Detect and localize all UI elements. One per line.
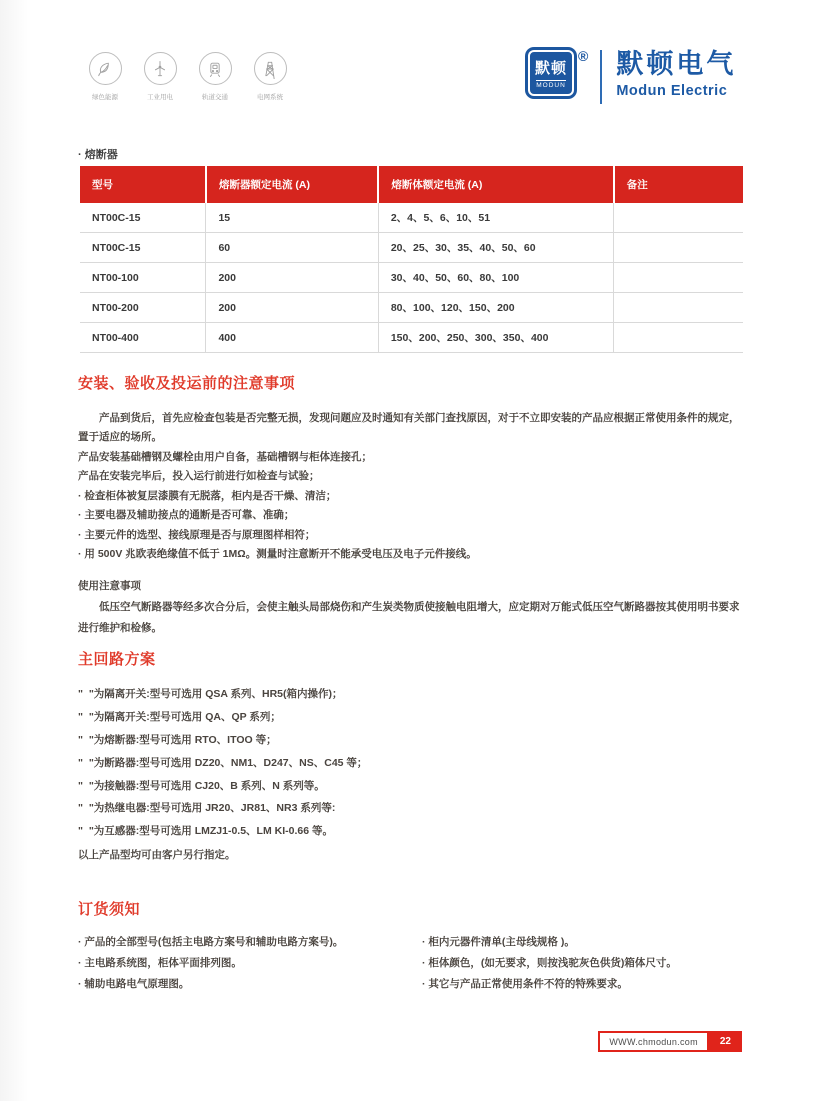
install-bullet: · 检查柜体被复层漆膜有无脱落，柜内是否干燥、清洁； [78,489,337,502]
table-row [80,233,743,263]
cell-remarks [614,293,743,323]
install-paragraph: 产品到货后，首先应检查包装是否完整无损，发现问题应及时通知有关部门查找原因，对于不立即安装的产品应根据正常使用条件的规定，置于适应的场所。 [78,412,740,444]
cell-fuse-current: 400 [206,323,378,353]
order-item: · 辅助电路电气原理图。 [78,978,190,990]
main-circuit-item: " "为断路器:型号可选用 DZ20、NM1、D247、NS、C45 等； [78,756,368,769]
fuse-section-label: · 熔断器 [78,149,118,161]
company-logo [528,50,736,104]
logo-mark-en: MODUN [536,82,566,89]
main-circuit-item: " "为隔离开关:型号可选用 QA、QP 系列； [78,710,281,723]
registered-trademark-symbol: ® [578,48,589,64]
install-line: 产品安装基础槽钢及螺栓由用户自备，基础槽钢与柜体连接孔； [78,450,372,463]
order-item: · 主电路系统图，柜体平面排列图。 [78,957,242,969]
main-circuit-item: " "为热继电器:型号可选用 JR20、JR81、NR3 系列等: [78,802,336,815]
sector-power-grid [249,52,291,101]
col-header-element-current: 熔断体额定电流 (A) [378,166,613,203]
order-item: · 产品的全部型号(包括主电路方案号和辅助电路方案号)。 [78,936,344,948]
cell-fuse-current: 60 [206,233,378,263]
page-number-badge: 22 [709,1031,742,1052]
cell-remarks [614,233,743,263]
usage-notes-title: 使用注意事项 [78,580,141,593]
order-info-left-column [78,932,422,995]
cell-remarks [614,323,743,353]
main-circuit-footnote: 以上产品型均可由客户另行指定。 [78,849,236,862]
cell-model: NT00C-15 [80,233,206,263]
order-info-section [78,898,744,995]
table-row [80,203,743,233]
cell-model: NT00-200 [80,293,206,323]
cell-element-current: 20、25、30、35、40、50、60 [378,233,613,263]
order-item: · 柜体颜色，(如无要求，则按浅驼灰色供货)箱体尺寸。 [422,957,677,969]
section-title-main-circuit: 主回路方案 [78,651,156,668]
cell-model: NT00C-15 [80,203,206,233]
main-circuit-item: " "为熔断器:型号可选用 RTO、ITOO 等； [78,733,277,746]
website-link[interactable]: WWW.chmodun.com [598,1031,709,1052]
table-row [80,293,743,323]
logo-mark [528,50,574,96]
sector-label: 电网系统 [257,94,283,101]
sector-label: 轨道交通 [202,94,228,101]
main-circuit-section [78,648,744,862]
table-row [80,263,743,293]
cell-element-current: 2、4、5、6、10、51 [378,203,613,233]
main-circuit-item: " "为隔离开关:型号可选用 QSA 系列、HR5(箱内操作)； [78,688,343,700]
order-item: · 其它与产品正常使用条件不符的特殊要求。 [422,978,628,990]
col-header-remarks: 备注 [614,166,743,203]
table-header-row [80,166,743,203]
cell-element-current: 30、40、50、60、80、100 [378,263,613,293]
brand-name-en: Modun Electric [616,82,728,99]
sector-rail-transit [194,52,236,101]
sector-label: 绿色能源 [92,94,118,101]
main-circuit-item: " "为接触器:型号可选用 CJ20、B 系列、N 系列等。 [78,779,325,792]
sector-industrial-power [139,52,181,101]
installation-notes-section [78,372,744,638]
section-title-order-info: 订货须知 [78,901,141,918]
brand-name-cn: 默顿电气 [616,49,737,79]
cell-remarks [614,203,743,233]
col-header-fuse-current: 熔断器额定电流 (A) [206,166,378,203]
order-item: · 柜内元器件清单(主母线规格 )。 [422,936,575,948]
cell-element-current: 80、100、120、150、200 [378,293,613,323]
power-tower-icon [254,52,287,85]
wind-turbine-icon [144,52,177,85]
cell-fuse-current: 200 [206,263,378,293]
section-title-installation: 安装、验收及投运前的注意事项 [78,375,296,392]
cell-model: NT00-100 [80,263,206,293]
cell-fuse-current: 15 [206,203,378,233]
usage-paragraph: 低压空气断路器等经多次合分后，会使主触头局部烧伤和产生炭类物质使接触电阻增大，应定期对万能式低压空气断路器按其使用明书要求进行维护和检修。 [78,601,740,634]
install-line: 产品在安装完毕后，投入运行前进行如检查与试验； [78,470,320,483]
leaf-icon [89,52,122,85]
table-row [80,323,743,353]
cell-fuse-current: 200 [206,293,378,323]
sector-green-energy [84,52,126,101]
header-sector-icons [84,52,291,101]
page-edge-shadow [0,0,28,1101]
cell-model: NT00-400 [80,323,206,353]
fuse-table [80,166,743,353]
sector-label: 工业用电 [147,94,173,101]
brand-name [616,50,736,99]
train-icon [199,52,232,85]
main-circuit-item: " "为互感器:型号可选用 LMZJ1-0.5、LM KI-0.66 等。 [78,825,333,838]
cell-element-current: 150、200、250、300、350、400 [378,323,613,353]
install-bullet: · 主要元件的选型、接线原理是否与原理图样相符； [78,528,316,541]
cell-remarks [614,263,743,293]
install-bullet: · 用 500V 兆欧表绝缘值不低于 1MΩ。测量时注意断开不能承受电压及电子元件接线。 [78,547,477,560]
order-info-right-column [422,932,744,995]
logo-divider [600,50,602,104]
col-header-model: 型号 [80,166,206,203]
install-bullet: · 主要电器及辅助接点的通断是否可靠、准确； [78,509,295,522]
page-footer [598,1031,742,1052]
logo-mark-cn: 默顿 [534,60,567,77]
